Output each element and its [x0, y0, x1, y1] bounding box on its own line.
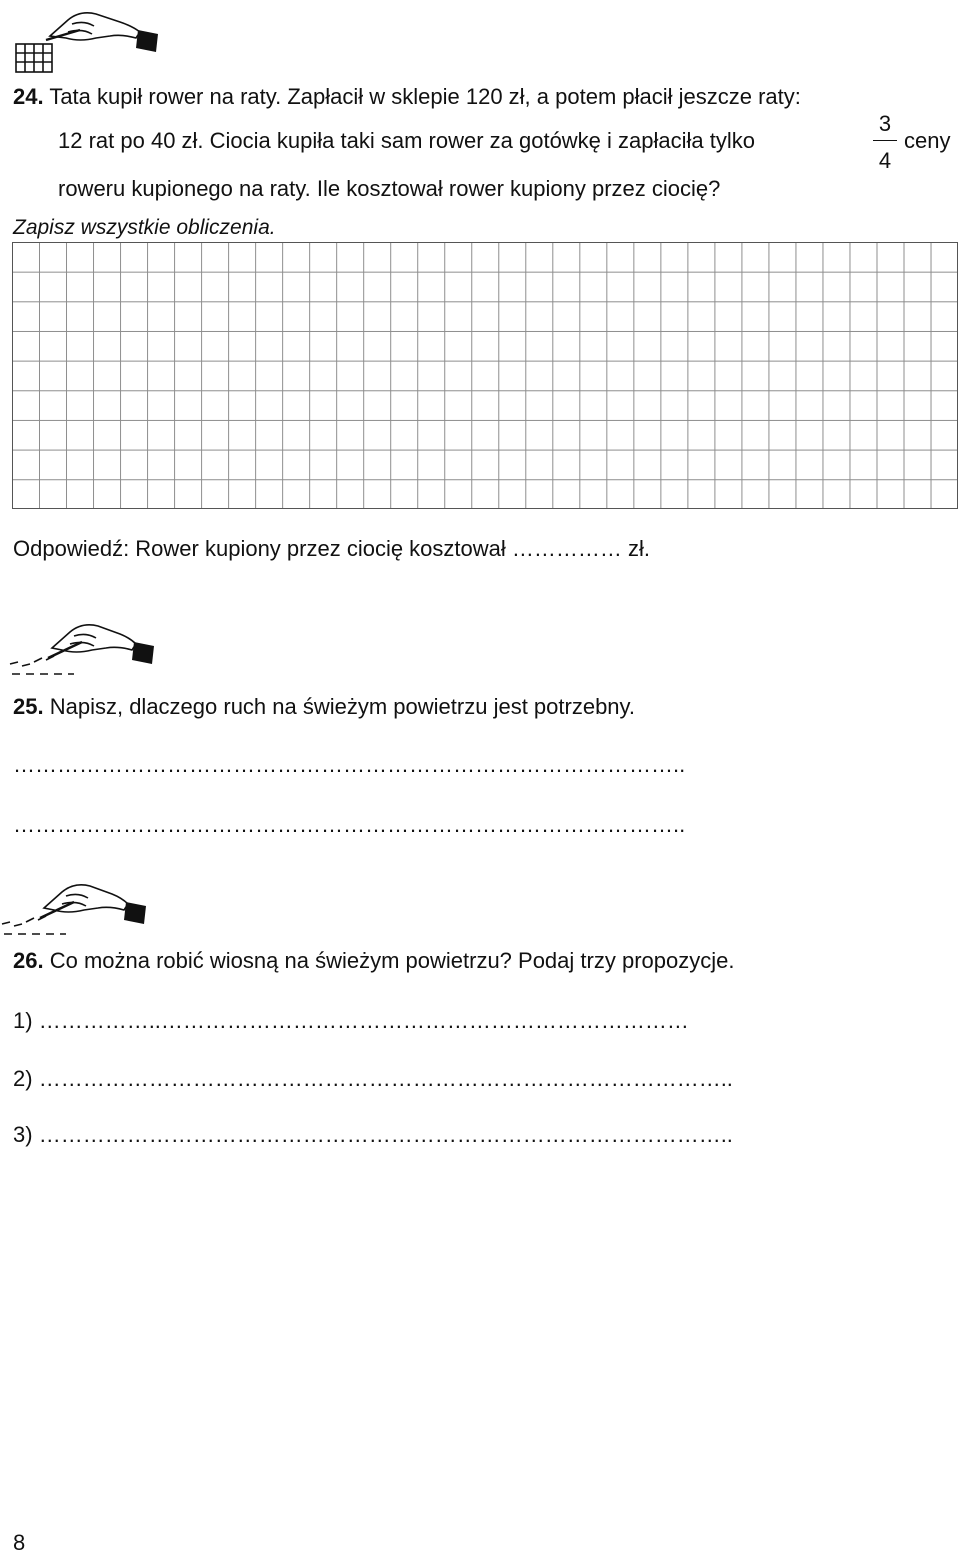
task-number-25: 25.: [13, 694, 44, 719]
task-24-instruction: Zapisz wszystkie obliczenia.: [13, 216, 276, 239]
answer-blank[interactable]: ……………: [511, 536, 622, 561]
writing-hand-icon: [8, 618, 160, 680]
task-25-text: Napisz, dlaczego ruch na świeżym powietrzu jest potrzebny.: [49, 694, 636, 719]
writing-hand-icon: [0, 878, 152, 940]
item-label: 3): [13, 1122, 33, 1147]
page-number: 8: [13, 1530, 26, 1555]
fraction-denominator: 4: [878, 148, 892, 173]
list-item: [13, 1068, 733, 1090]
item-answer-blank[interactable]: …………………………………………………………………………………..: [38, 1066, 733, 1091]
answer-unit: zł.: [628, 536, 651, 561]
item-answer-blank[interactable]: ……………..………………………………………………………………: [38, 1008, 689, 1033]
task-number-26: 26.: [13, 948, 44, 973]
item-answer-blank[interactable]: …………………………………………………………………………………..: [38, 1122, 733, 1147]
task-24-line-3: roweru kupionego na raty. Ile kosztował rower kupiony przez ciocię?: [58, 176, 721, 201]
fraction-numerator: 3: [878, 111, 892, 136]
task-24-line-2-end: ceny: [904, 128, 951, 153]
calculation-grid-hand-icon: [10, 4, 165, 74]
task-25-answer-line-1[interactable]: ………………………………………………………………………………..: [13, 752, 686, 777]
answer-prefix: Odpowiedź: Rower kupiony przez ciocię kosztował: [13, 536, 506, 561]
task-26-text: Co można robić wiosną na świeżym powietrzu? Podaj trzy propozycje.: [49, 948, 735, 973]
fraction-bar: [873, 140, 897, 141]
task-24-answer-line: [13, 538, 650, 560]
calculation-grid[interactable]: [12, 242, 958, 509]
task-number-24: 24.: [13, 84, 44, 109]
task-24-line-1: Tata kupił rower na raty. Zapłacił w sklepie 120 zł, a potem płacił jeszcze raty:: [49, 84, 801, 109]
task-25-answer-line-2[interactable]: ………………………………………………………………………………..: [13, 812, 686, 837]
item-label: 2): [13, 1066, 33, 1091]
task-24-line-2: 12 rat po 40 zł. Ciocia kupiła taki sam rower za gotówkę i zapłaciła tylko: [58, 128, 755, 153]
list-item: [13, 1010, 689, 1032]
list-item: [13, 1124, 733, 1146]
item-label: 1): [13, 1008, 33, 1033]
